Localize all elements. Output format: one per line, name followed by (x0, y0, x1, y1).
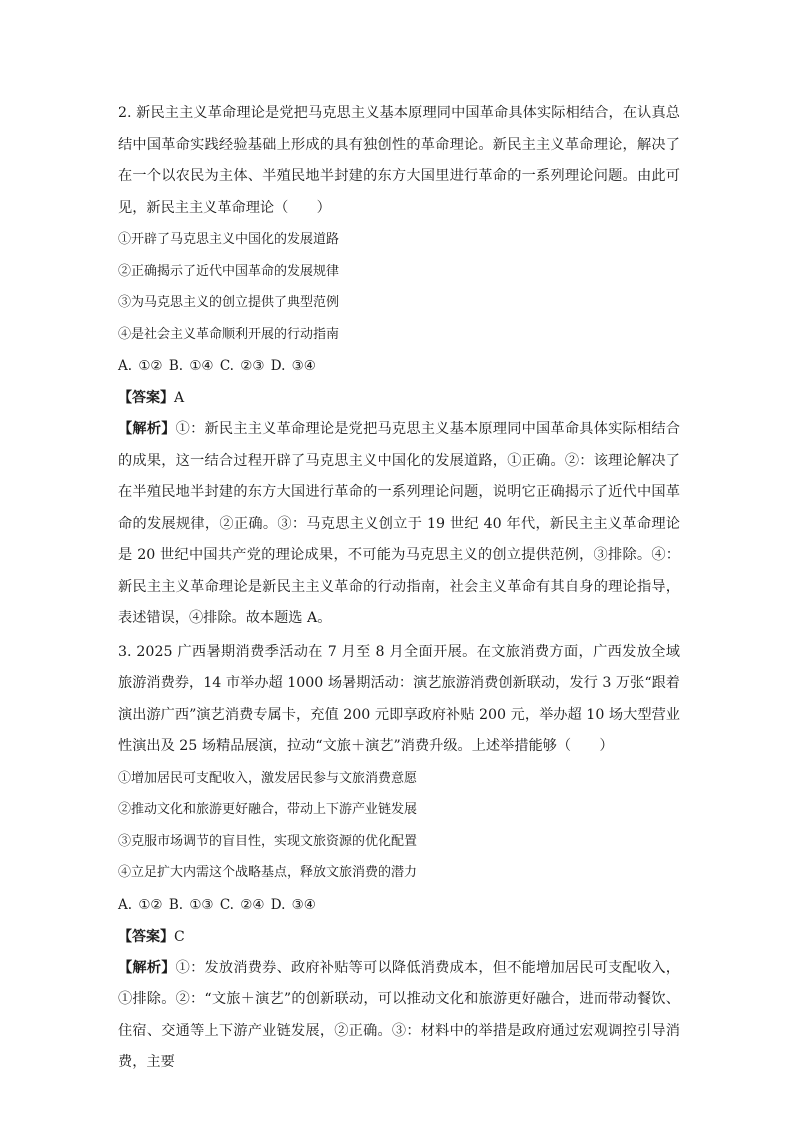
question-3-option-3: ③克服市场调节的盲目性，实现文旅资源的优化配置 (118, 833, 418, 849)
analysis-text: ①：发放消费券、政府补贴等可以降低消费成本，但不能增加居民可支配收入，①排除。②：“文旅＋演艺”的创新联动，可以推动文化和旅游更好融合，进而带动餐饮、住宿、交通等上下游产业链发展，②正确。③：材料中的举措是政府通过宏观调控引导消费，主要 (118, 959, 680, 1070)
question-2-analysis (118, 414, 680, 635)
question-2-answer (118, 382, 680, 414)
question-2-option-3: ③为马克思主义的创立提供了典型范例 (118, 295, 340, 310)
question-3-option-1: ①增加居民可支配收入，激发居民参与文旅消费意愿 (118, 770, 418, 786)
question-3 (118, 637, 680, 1079)
question-3-option-4: ④立足扩大内需这个战略基点，释放文旅消费的潜力 (118, 865, 418, 880)
document-page (118, 98, 680, 1079)
question-3-option-2: ②推动文化和旅游更好融合，带动上下游产业链发展 (118, 802, 418, 817)
question-3-choices: A. ①② B. ①③ C. ②④ D. ③④ (118, 896, 316, 913)
question-3-stem: 3. 2025 广西暑期消费季活动在 7 月至 8 月全面开展。在文旅消费方面，广西发放全域旅游消费券，14 市举办超 1000 场暑期活动：演艺旅游消费创新联动，发行 3 万张“跟着演出游广西”演艺消费专属卡，充值 200 元即享政府补贴 200 元，举办超 10 场大型营业性演出及 25 场精品展演，拉动“文旅＋演艺”消费升级。上述举措能够（ ） (118, 643, 680, 754)
question-2-option-1: ①开辟了马克思主义中国化的发展道路 (118, 232, 340, 247)
question-2-choices: A. ①② B. ①④ C. ②③ D. ③④ (118, 358, 316, 374)
question-2-stem: 2. 新民主主义革命理论是党把马克思主义基本原理同中国革命具体实际相结合，在认真总结中国革命实践经验基础上形成的具有独创性的革命理论。新民主主义革命理论，解决了在一个以农民为主体、半殖民地半封建的东方大国里进行革命的一系列理论问题。由此可见，新民主主义革命理论（ ） (118, 105, 680, 216)
answer-value: A (174, 390, 185, 406)
analysis-text: ①：新民主主义革命理论是党把马克思主义基本原理同中国革命具体实际相结合的成果，这一结合过程开辟了马克思主义中国化的发展道路，①正确。②：该理论解决了在半殖民地半封建的东方大国进行革命的一系列理论问题，说明它正确揭示了近代中国革命的发展规律，②正确。③：马克思主义创立于 19 世纪 40 年代，新民主主义革命理论是 20 世纪中国共产党的理论成果，不可能为马克思主义的创立提供范例，③排除。④：新民主主义革命理论是新民主主义革命的行动指南，社会主义革命有其自身的理论指导，表述错误，④排除。故本题选 A。 (118, 421, 680, 626)
analysis-tag: 【解析】 (118, 421, 176, 437)
answer-tag: 【答案】 (118, 390, 174, 406)
question-3-answer (118, 921, 680, 953)
analysis-tag: 【解析】 (118, 959, 176, 976)
answer-tag: 【答案】 (118, 928, 174, 945)
question-2-option-4: ④是社会主义革命顺利开展的行动指南 (118, 326, 340, 342)
question-3-analysis (118, 953, 680, 1079)
question-2-option-2: ②正确揭示了近代中国革命的发展规律 (118, 263, 340, 279)
question-2 (118, 98, 680, 635)
answer-value: C (174, 928, 185, 945)
